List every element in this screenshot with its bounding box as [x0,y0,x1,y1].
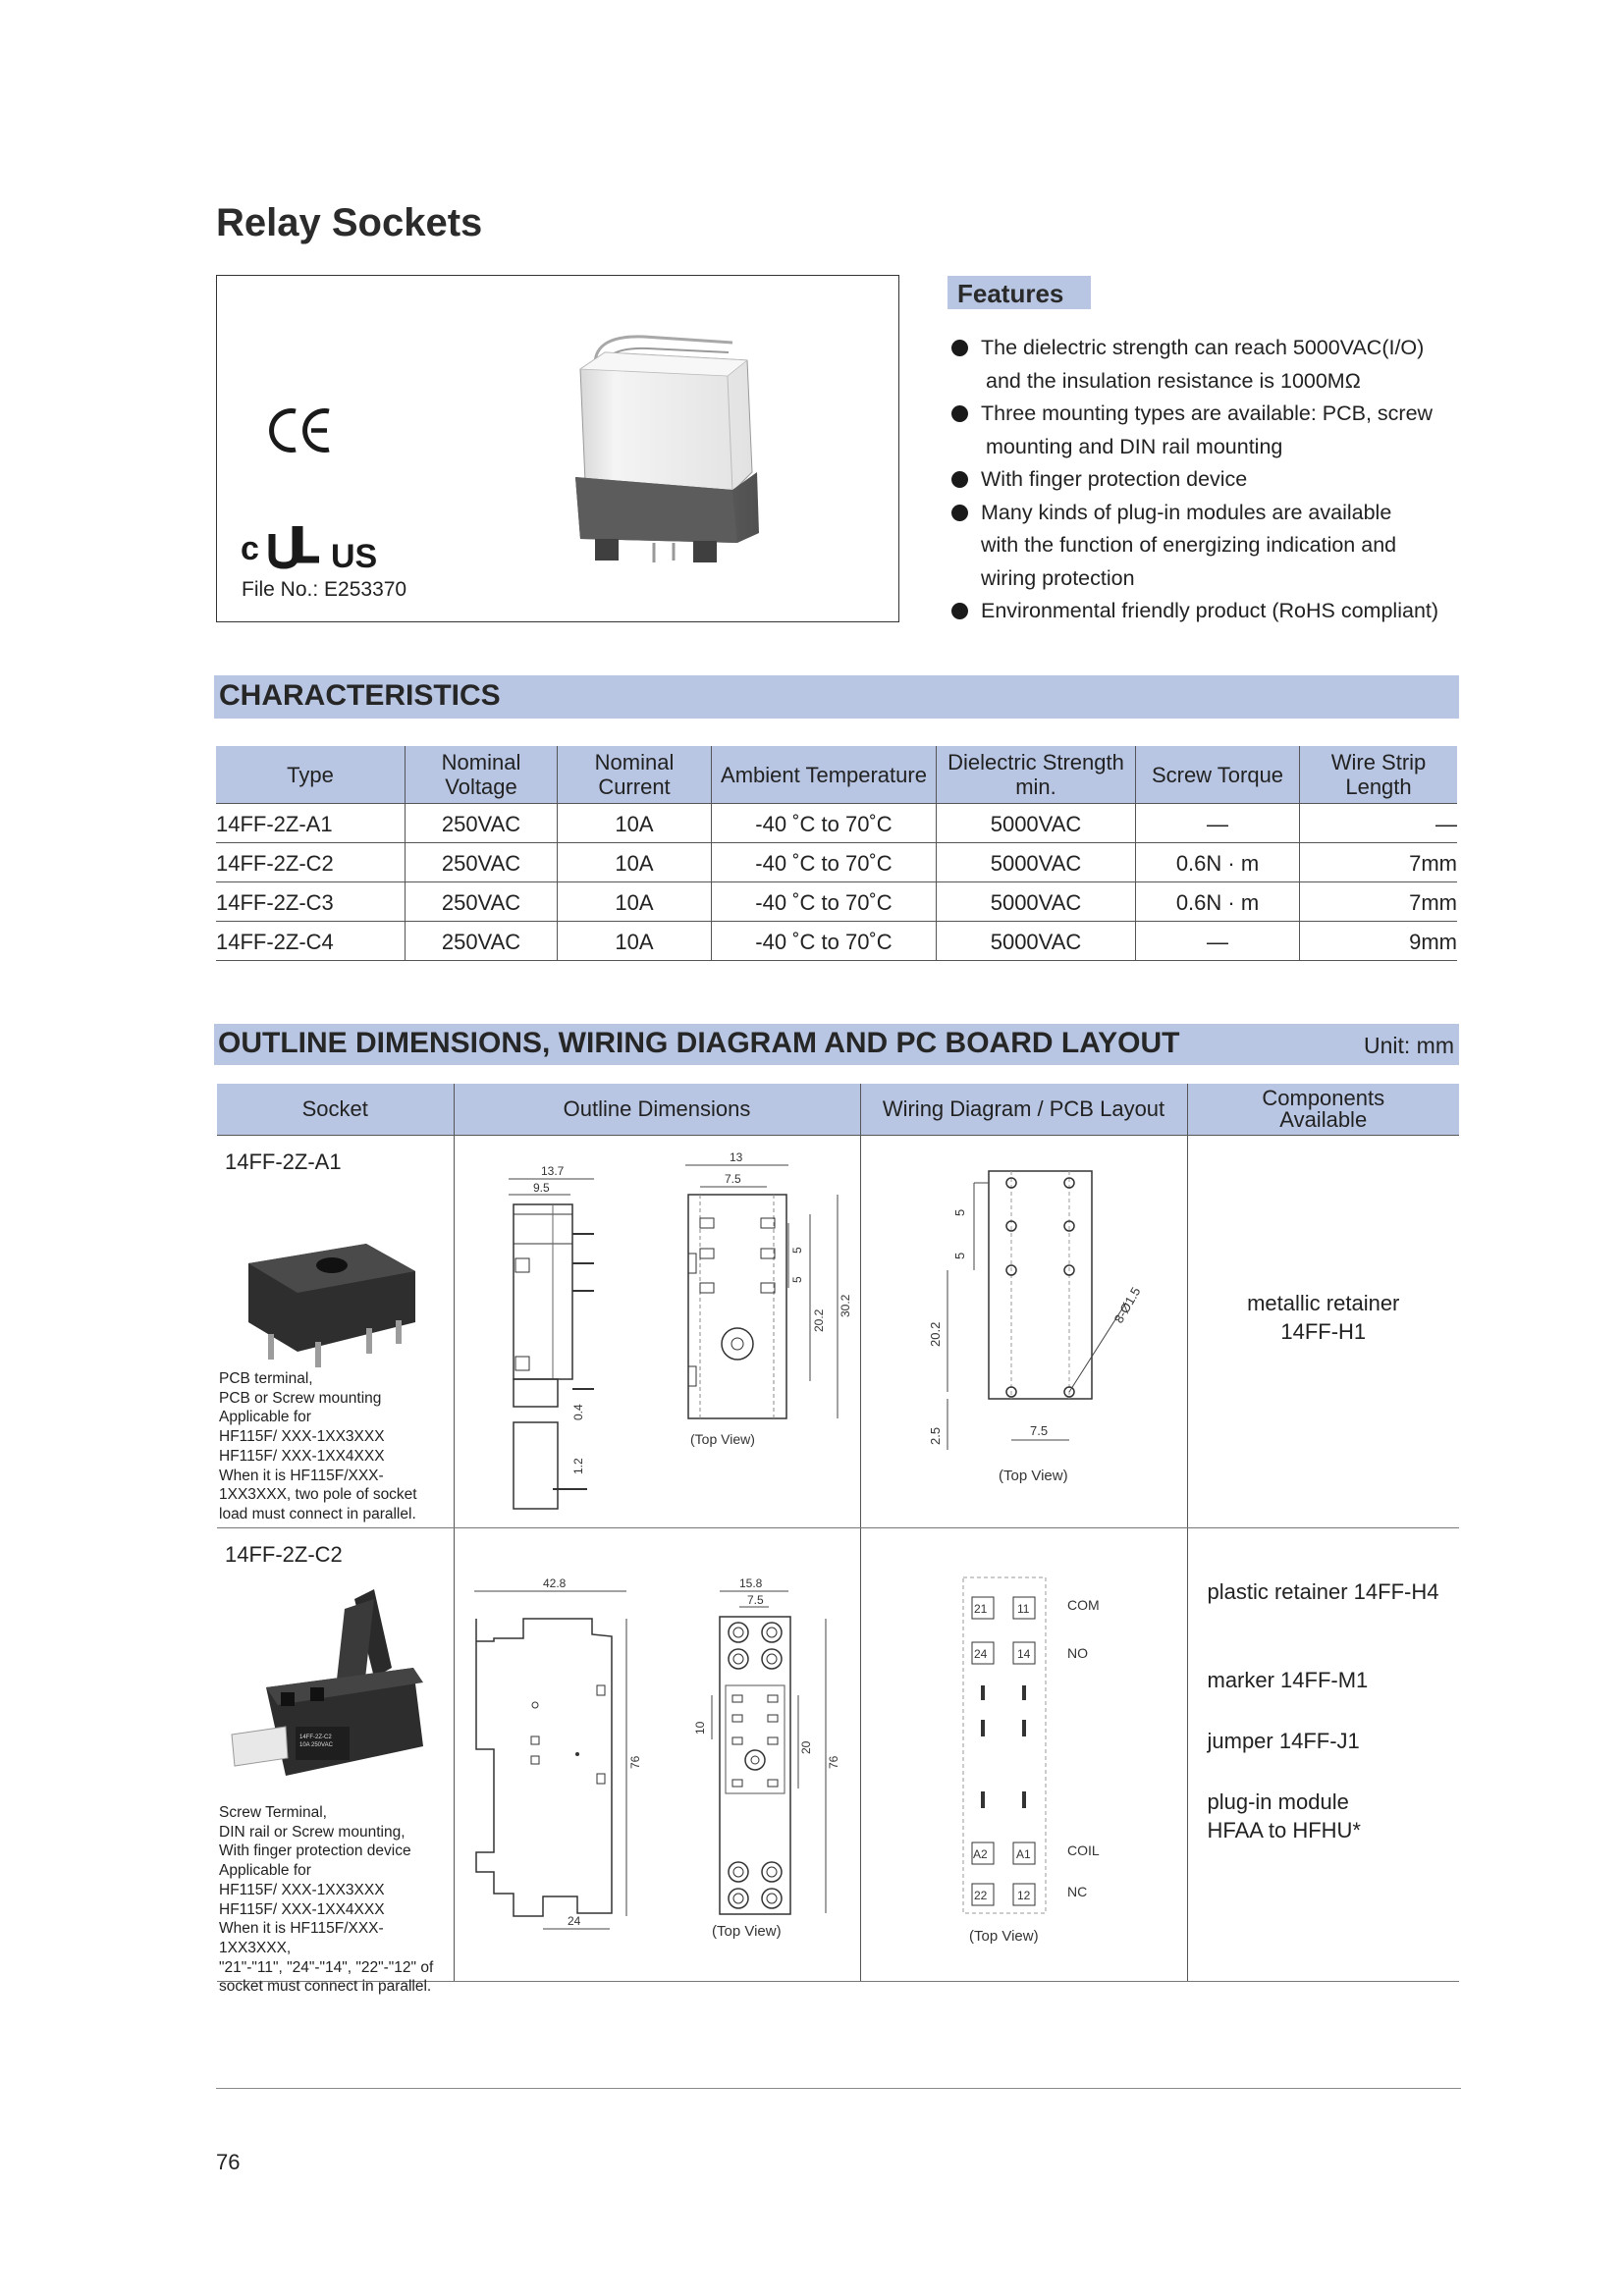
cell-type: 14FF-2Z-A1 [216,804,406,843]
feature-item [947,398,1478,463]
svg-text:11: 11 [1016,1602,1029,1616]
cell-strip: 7mm [1300,882,1458,922]
cell-torque: 0.6N · m [1136,882,1300,922]
socket-notes: Screw Terminal, DIN rail or Screw mounting, With finger protection device Applicable for HF115F/ XXX-1XX3XXX HF115F/ XXX-1XX4XXX When it is HF115F/XXX-1XX3XXX, "21"-"11", "24"-"14", "22"-"12" of socket must connect in parallel. [219,1804,434,1996]
bullet-icon [951,603,968,619]
outline-a1-drawing [455,1136,861,1528]
svg-text:7.5: 7.5 [724,1172,741,1186]
bullet-icon [951,505,968,521]
component-item: marker 14FF-M1 [1207,1668,1369,1692]
table-row [216,882,1457,922]
svg-text:c: c [241,530,259,567]
svg-text:21: 21 [973,1602,987,1616]
outline-c2-drawing [455,1528,861,1982]
svg-text:5: 5 [951,1208,967,1216]
outline-bar [214,1024,1459,1065]
cell-dielectric: 5000VAC [937,922,1136,961]
component-item: jumper 14FF-J1 [1207,1729,1360,1753]
feature-line: Three mounting types are available: PCB, screw [981,401,1434,425]
cell-temp: -40 ˚C to 70˚C [712,882,937,922]
characteristics-table [216,746,1457,961]
characteristics-heading: CHARACTERISTICS [219,679,501,712]
col-voltage: Nominal Voltage [406,746,558,804]
socket-notes: PCB terminal, PCB or Screw mounting Applicable for HF115F/ XXX-1XX3XXX HF115F/ XXX-1XX4XXX When it is HF115F/XXX- 1XX3XXX, two pole of socket load must connect in parallel. [219,1370,417,1522]
feature-item [947,595,1478,628]
socket-a1-photo [229,1224,425,1371]
svg-text:2.5: 2.5 [927,1426,943,1445]
col-wiring: Wiring Diagram / PCB Layout [860,1084,1187,1136]
svg-text:5: 5 [789,1276,804,1283]
cell-current: 10A [558,843,712,882]
svg-text:A2: A2 [972,1847,988,1861]
svg-text:14FF-2Z-C2: 14FF-2Z-C2 [299,1735,332,1740]
socket-c2-photo [227,1589,443,1786]
svg-text:NO: NO [1066,1645,1088,1661]
svg-text:5: 5 [951,1252,967,1259]
cell-temp: -40 ˚C to 70˚C [712,922,937,961]
svg-text:30.2: 30.2 [838,1294,852,1317]
svg-text:76: 76 [627,1755,642,1769]
outline-header-row [217,1084,1459,1136]
feature-line: The dielectric strength can reach 5000VAC(I/O) [981,336,1425,359]
svg-text:10: 10 [692,1721,707,1735]
svg-text:15.8: 15.8 [738,1576,762,1590]
components-cell [1187,1528,1459,1982]
cell-strip: — [1300,804,1458,843]
col-current: Nominal Current [558,746,712,804]
outline-dims-cell [454,1136,860,1528]
unit-label: Unit: mm [1364,1033,1454,1058]
component-item: plastic retainer 14FF-H4 [1207,1579,1439,1604]
bullet-icon [951,340,968,356]
features-heading: Features [947,276,1091,309]
svg-text:5: 5 [789,1247,804,1254]
socket-cell [217,1528,454,1996]
table-header-row [216,746,1457,804]
cell-current: 10A [558,804,712,843]
relay-socket-photo [556,315,772,580]
feature-item [947,463,1478,497]
svg-text:NC: NC [1066,1884,1087,1899]
cell-dielectric: 5000VAC [937,804,1136,843]
characteristics-bar [214,675,1459,719]
col-outline-dims: Outline Dimensions [454,1084,860,1136]
cell-torque: 0.6N · m [1136,843,1300,882]
wiring-cell [860,1528,1187,1982]
svg-text:14: 14 [1016,1647,1030,1661]
file-number: File No.: E253370 [242,578,407,601]
component-item: plug-in module HFAA to HFHU* [1207,1789,1361,1842]
socket-name: 14FF-2Z-C2 [225,1542,343,1567]
cell-temp: -40 ˚C to 70˚C [712,843,937,882]
svg-text:A1: A1 [1015,1847,1031,1861]
outline-table [217,1084,1459,1996]
col-wire-strip: Wire Strip Length [1300,746,1458,804]
cell-current: 10A [558,882,712,922]
col-components: Components Available [1187,1084,1459,1136]
page-number: 76 [216,2150,241,2174]
outline-dims-cell [454,1528,860,1982]
svg-text:20.2: 20.2 [811,1308,826,1332]
svg-text:13.7: 13.7 [540,1164,564,1178]
svg-text:20.2: 20.2 [927,1321,943,1347]
product-image-box [216,275,899,622]
page-title: Relay Sockets [216,201,483,244]
svg-text:42.8: 42.8 [542,1576,566,1590]
feature-line: Environmental friendly product (RoHS compliant) [981,599,1439,622]
svg-text:9.5: 9.5 [532,1181,550,1195]
svg-text:20: 20 [798,1740,813,1754]
svg-text:0.4: 0.4 [570,1404,585,1420]
cell-torque: — [1136,922,1300,961]
cell-torque: — [1136,804,1300,843]
feature-line: wiring protection [981,565,1135,590]
cell-dielectric: 5000VAC [937,843,1136,882]
socket-name: 14FF-2Z-A1 [225,1149,342,1174]
cell-strip: 9mm [1300,922,1458,961]
cell-strip: 7mm [1300,843,1458,882]
svg-text:8-Ø1.5: 8-Ø1.5 [1110,1284,1143,1326]
components-cell [1187,1136,1459,1528]
feature-line: With finger protection device [981,467,1248,491]
bullet-icon [951,405,968,422]
pcb-layout-a1 [861,1136,1188,1528]
outline-heading: OUTLINE DIMENSIONS, WIRING DIAGRAM AND PC BOARD LAYOUT [218,1027,1180,1059]
feature-line: with the function of energizing indication and [981,533,1397,557]
cell-type: 14FF-2Z-C3 [216,882,406,922]
svg-text:12: 12 [1016,1889,1030,1902]
outline-row-a1 [217,1136,1459,1528]
svg-text:(Top View): (Top View) [689,1431,755,1447]
wiring-cell [860,1136,1187,1528]
cell-voltage: 250VAC [406,882,558,922]
col-socket: Socket [217,1084,454,1136]
ul-mark [237,516,394,580]
svg-text:13: 13 [729,1150,742,1164]
feature-line: mounting and DIN rail mounting [986,434,1283,458]
bullet-icon [951,471,968,488]
feature-line: and the insulation resistance is 1000MΩ [986,368,1361,393]
footer-divider [216,2088,1461,2089]
svg-text:22: 22 [973,1889,987,1902]
cell-voltage: 250VAC [406,843,558,882]
table-row [216,843,1457,882]
component-item: metallic retainer 14FF-H1 [1247,1291,1400,1344]
col-type: Type [216,746,406,804]
feature-item [947,497,1478,596]
features-list [947,332,1478,628]
ce-mark [266,403,335,462]
svg-text:1.2: 1.2 [570,1458,585,1474]
cell-current: 10A [558,922,712,961]
svg-text:7.5: 7.5 [1029,1423,1048,1438]
svg-text:(Top View): (Top View) [711,1923,782,1940]
feature-line: Many kinds of plug-in modules are available [981,500,1392,524]
table-row [216,922,1457,961]
col-ambient-temp: Ambient Temperature [712,746,937,804]
svg-text:(Top View): (Top View) [968,1928,1039,1945]
svg-text:10A 250VAC: 10A 250VAC [299,1742,333,1748]
cell-temp: -40 ˚C to 70˚C [712,804,937,843]
svg-text:(Top View): (Top View) [998,1468,1068,1484]
col-dielectric: Dielectric Strength min. [937,746,1136,804]
svg-text:COIL: COIL [1066,1842,1100,1858]
svg-text:COM: COM [1066,1597,1100,1613]
svg-text:76: 76 [826,1755,840,1769]
ul-mark-logo [237,516,394,575]
cell-voltage: 250VAC [406,922,558,961]
svg-text:24: 24 [567,1914,580,1928]
cell-type: 14FF-2Z-C2 [216,843,406,882]
feature-item [947,332,1478,398]
table-row [216,804,1457,843]
svg-text:US: US [331,538,378,575]
wiring-diagram-c2 [861,1528,1188,1982]
socket-cell [217,1136,454,1528]
svg-text:24: 24 [973,1647,987,1661]
outline-row-c2 [217,1528,1459,1982]
cell-type: 14FF-2Z-C4 [216,922,406,961]
cell-voltage: 250VAC [406,804,558,843]
svg-text:7.5: 7.5 [746,1593,764,1607]
ce-mark-logo [266,403,335,457]
col-screw-torque: Screw Torque [1136,746,1300,804]
cell-dielectric: 5000VAC [937,882,1136,922]
